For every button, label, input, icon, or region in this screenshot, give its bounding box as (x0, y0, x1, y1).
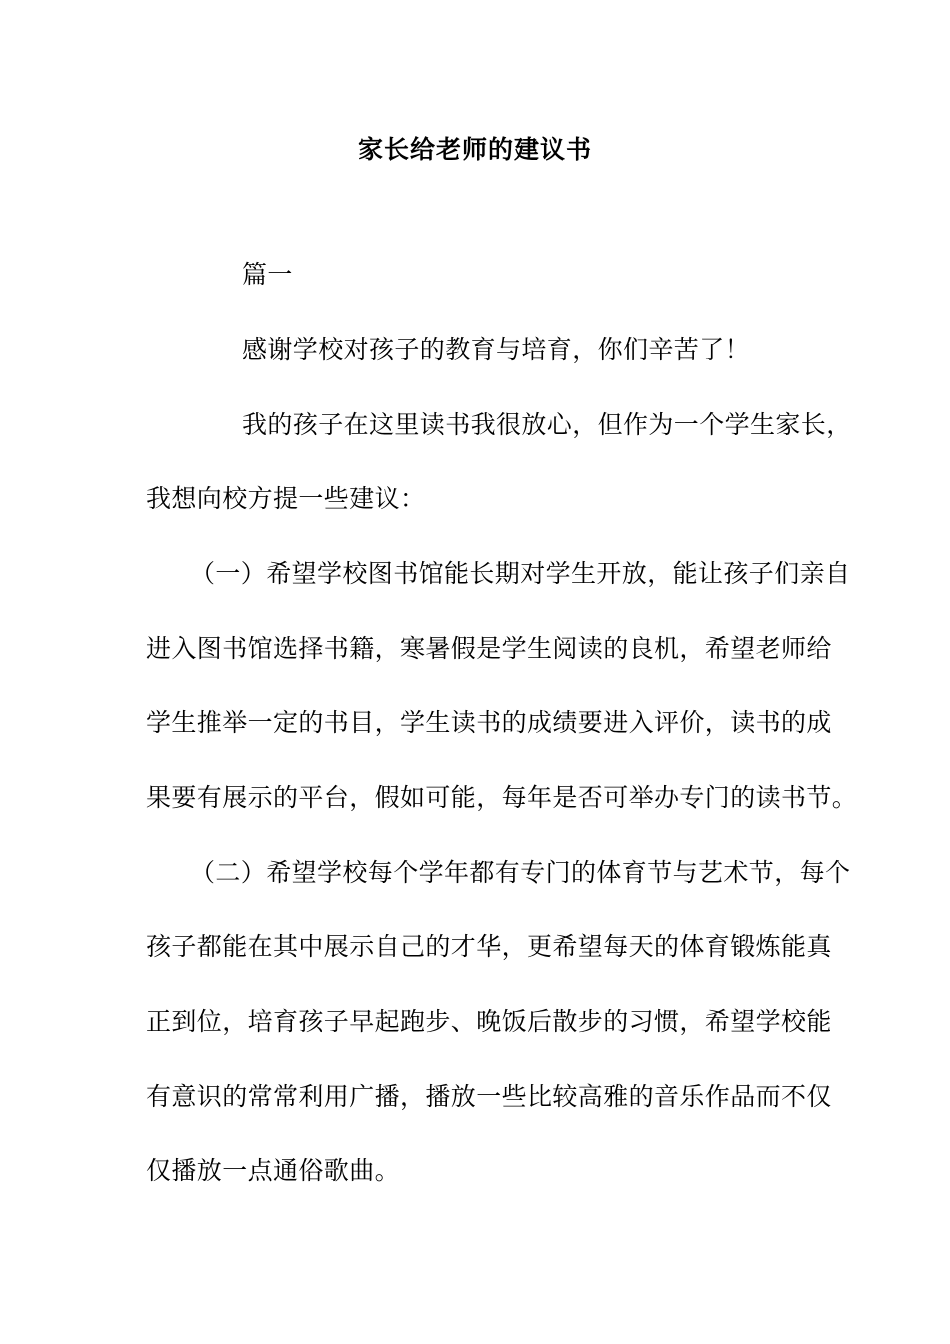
paragraph-line: 果要有展示的平台，假如可能，每年是否可举办专门的读书节。 (146, 783, 858, 812)
paragraph-line: 我想向校方提一些建议： (146, 484, 426, 513)
document-title: 家长给老师的建议书 (357, 135, 592, 164)
paragraph-line: 孩子都能在其中展示自己的才华，更希望每天的体育锻炼能真 (146, 932, 832, 961)
paragraph-line: （一）希望学校图书馆能长期对学生开放，能让孩子们亲自 (190, 559, 851, 588)
paragraph-line: 有意识的常常利用广播，播放一些比较高雅的音乐作品而不仅 (146, 1082, 832, 1111)
paragraph-line: 学生推举一定的书目，学生读书的成绩要进入评价，读书的成 (146, 708, 832, 737)
paragraph-line: 正到位，培育孩子早起跑步、晚饭后散步的习惯，希望学校能 (146, 1007, 832, 1036)
paragraph-line: 仅播放一点通俗歌曲。 (146, 1156, 401, 1185)
paragraph-line: 进入图书馆选择书籍，寒暑假是学生阅读的良机，希望老师给 (146, 634, 832, 663)
section-label: 篇一 (242, 260, 293, 289)
paragraph-line: 感谢学校对孩子的教育与培育，你们辛苦了！ (242, 335, 751, 364)
paragraph-line: 我的孩子在这里读书我很放心，但作为一个学生家长， (242, 410, 852, 439)
paragraph-line: （二）希望学校每个学年都有专门的体育节与艺术节，每个 (190, 858, 851, 887)
